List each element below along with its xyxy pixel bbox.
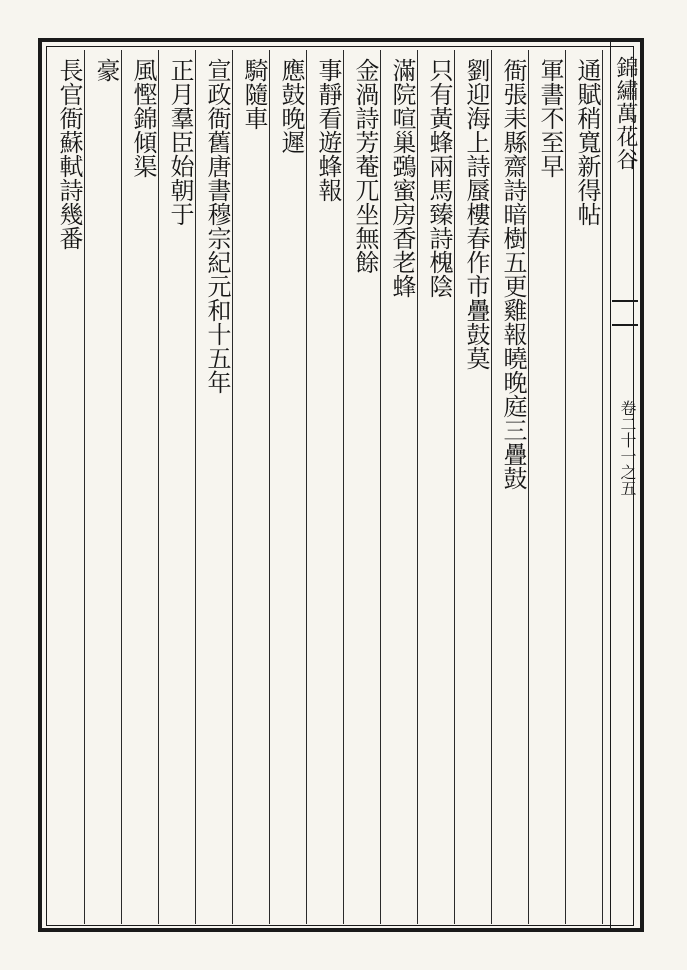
column-rule <box>602 50 603 924</box>
column-rule <box>84 50 85 924</box>
text-column-12: 正月羣臣始朝于 <box>166 58 194 226</box>
column-rule <box>195 50 196 924</box>
column-rule <box>306 50 307 924</box>
book-title: 錦繡萬花谷 <box>613 56 638 171</box>
text-column-13: 風慳錦傾渠 <box>129 58 157 178</box>
column-rule <box>232 50 233 924</box>
text-column-2: 軍書不至早 <box>536 58 564 178</box>
column-rule <box>417 50 418 924</box>
column-rule <box>158 50 159 924</box>
column-rule <box>343 50 344 924</box>
text-column-14: 豪 <box>92 58 120 82</box>
text-column-11: 宣政衙舊唐書穆宗紀元和十五年 <box>203 58 231 394</box>
column-rule <box>454 50 455 924</box>
column-rule <box>269 50 270 924</box>
column-rule <box>121 50 122 924</box>
text-column-10: 騎隨車 <box>240 58 268 130</box>
volume-label: 卷二十一之五 <box>618 400 637 496</box>
column-rule <box>380 50 381 924</box>
column-rule <box>491 50 492 924</box>
fishtail-mark <box>612 300 638 326</box>
text-column-7: 金渦詩芳菴兀坐無餘 <box>351 58 379 274</box>
text-column-1: 通賦稍寬新得帖 <box>573 58 601 226</box>
text-column-3: 衙張耒縣齋詩暗樹五更雞報曉晚庭三疊鼓 <box>499 58 527 490</box>
text-column-6: 滿院喧巢鵶蜜房香老蜂 <box>388 58 416 298</box>
text-column-8: 事靜看遊蜂報 <box>314 58 342 202</box>
column-rule <box>565 50 566 924</box>
text-column-4: 劉迎海上詩蜃樓春作市疊鼓莫 <box>462 58 490 370</box>
text-column-15: 長官衙蘇軾詩幾番 <box>55 58 83 250</box>
text-column-9: 應鼓晚遲 <box>277 58 305 154</box>
column-rule <box>528 50 529 924</box>
text-column-5: 只有黃蜂兩馬臻詩槐陰 <box>425 58 453 298</box>
